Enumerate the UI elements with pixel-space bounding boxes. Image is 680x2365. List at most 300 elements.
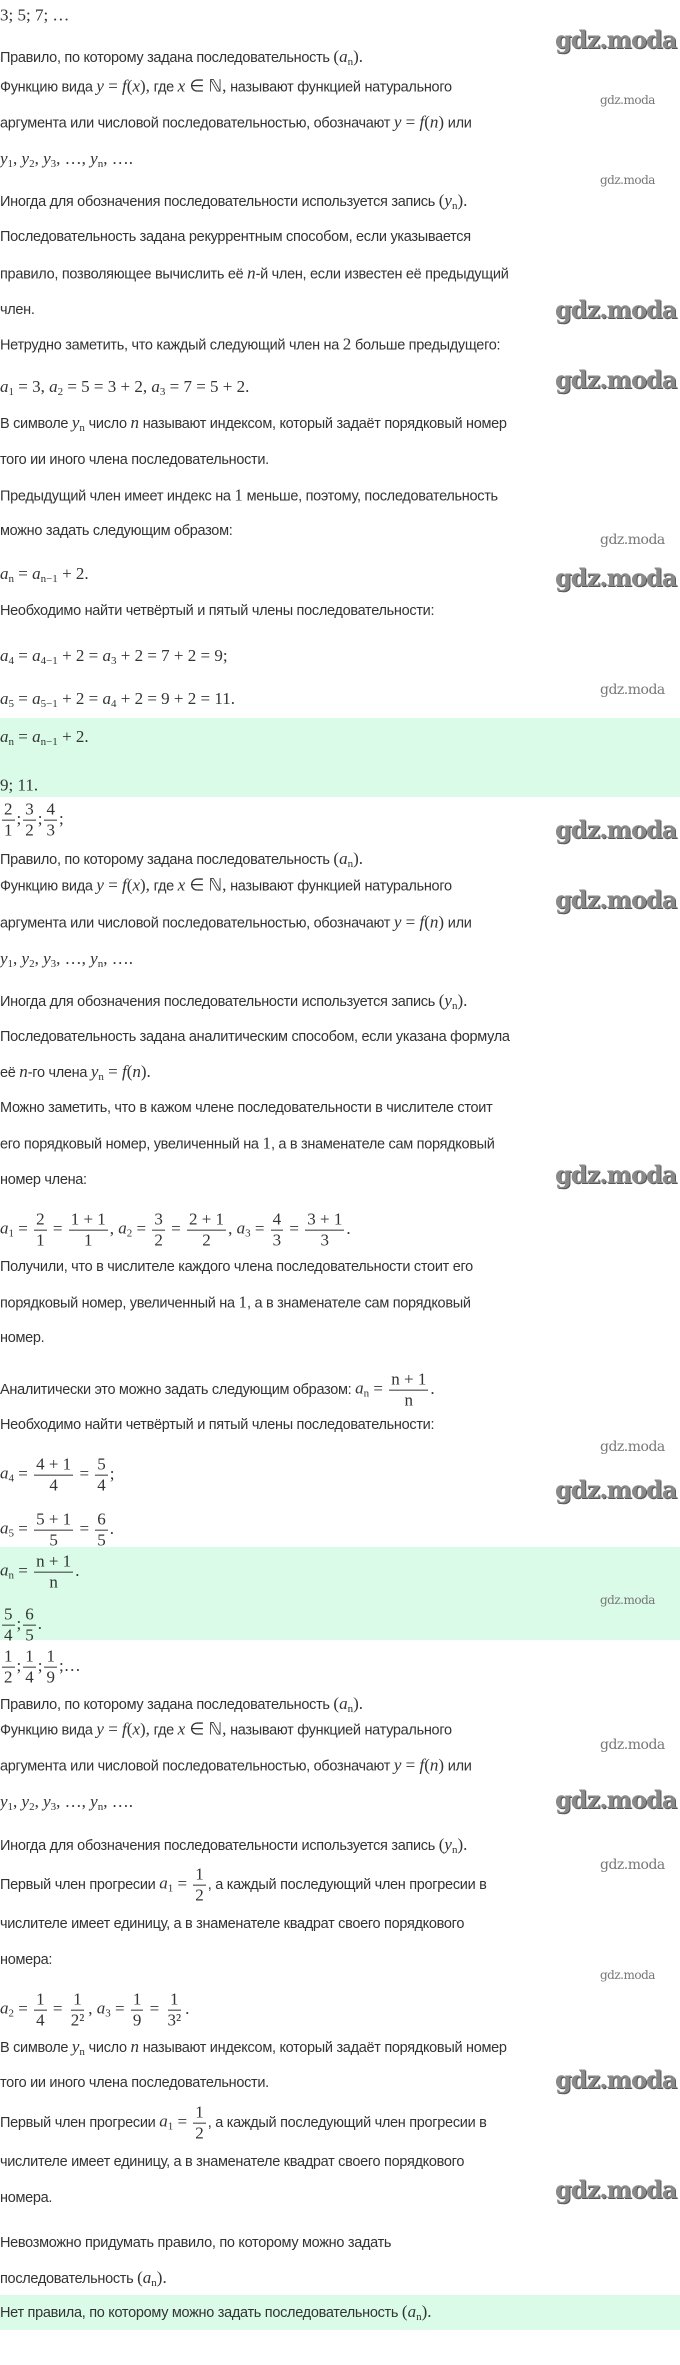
math-segment: ∈ ℕ, [185,1719,227,1739]
text-segment: Нетрудно заметить, что каждый следующий член на [0,337,343,354]
text-line [0,77,452,95]
math-variable [22,1792,35,1811]
fraction-numerator: n + 1 [391,1369,427,1389]
math-segment: = [173,2111,192,2131]
text-segment: Последовательность задана аналитическим способом, если указана формула [0,1028,510,1045]
text-line [0,1293,471,1311]
text-line [0,1418,434,1433]
variable-base: a [407,2302,417,2321]
fraction-denominator: 4 [4,1625,13,1645]
math-segment: , …. [103,1792,133,1811]
variable-base: a [236,1218,246,1238]
math-segment: ( [424,112,430,132]
math-variable [247,263,256,282]
variable-subscript: 1 [7,958,14,970]
variable-base: a [32,646,41,665]
fraction [23,801,36,840]
variable-subscript: 2 [8,2007,14,2020]
text-segment: В символе [0,2040,72,2056]
text-line [0,1836,467,1856]
math-segment: ( [126,1719,133,1739]
math-variable [96,875,104,894]
math-variable [0,689,14,708]
math-variable [49,377,63,396]
text-line [0,1063,151,1083]
variable-base: y [444,1835,452,1854]
text-line [0,1134,495,1152]
math-segment: ) [438,1755,445,1775]
fraction [2,1648,15,1687]
math-variable [0,149,13,168]
text-segment: числителе имеет единицу, а в знаменателе квадрат своего порядкового [0,1915,465,1932]
variable-subscript: 4 [8,1472,14,1485]
watermark-logo: gdz.moda [555,2175,677,2204]
math-segment: ( [126,1062,133,1081]
text-line [0,1371,435,1410]
fraction-numerator: 1 [73,1989,82,2009]
text-segment: где [149,79,178,96]
text-line [0,604,434,619]
variable-subscript: 2 [29,958,35,970]
fraction [193,1866,206,1905]
fraction [152,1211,165,1250]
fraction [34,1456,73,1495]
variable-subscript: n [8,573,14,585]
fraction-numerator: 1 [195,1864,204,1884]
variable-base: y [444,991,452,1010]
text-segment: Предыдущий член имеет индекс на [0,488,235,505]
text-segment: того ии иного члена последовательности. [0,2074,269,2091]
math-variable [130,413,139,432]
fraction [69,1991,87,2030]
variable-base: f [419,912,425,932]
text-segment: аргумента или числовой последовательностью, обозначают [0,1758,394,1775]
text-segment: его порядковый номер, увеличенный на [0,1136,263,1153]
text-segment: -й член, если известен её предыдущий [255,266,509,283]
text-line [0,303,35,318]
math-segment: ( [438,991,445,1010]
variable-base: a [0,1218,9,1238]
variable-base: y [90,149,98,168]
text-segment: где [149,1722,178,1739]
text-line [0,1606,42,1645]
math-segment: , [13,949,22,968]
math-segment: ). [353,1694,364,1713]
variable-base: a [96,1998,106,2018]
math-segment: = [14,689,33,708]
math-variable [237,1219,251,1238]
text-line [0,2269,167,2289]
variable-base: a [0,646,9,665]
math-variable [444,191,457,210]
fraction-denominator: 1 [36,1230,45,1250]
math-segment: ). [156,2268,167,2287]
fraction-numerator: 4 + 1 [36,1454,72,1474]
variable-base: a [32,727,41,746]
math-segment: = [75,1463,94,1483]
fraction-numerator: n + 1 [36,1551,72,1571]
variable-subscript: n [151,2277,157,2289]
math-variable [32,689,58,708]
variable-base: a [32,689,41,708]
variable-base: a [355,1378,364,1398]
math-variable [143,2268,157,2287]
math-variable [32,646,58,665]
variable-base: y [90,1792,98,1811]
math-segment: ( [333,1694,340,1713]
variable-subscript: 2 [57,386,64,398]
math-segment: ( [438,191,445,210]
text-segment: аргумента или числовой последовательностью, обозначают [0,115,394,132]
fraction-numerator: 1 [25,1646,34,1666]
math-segment: = 5 = 3 + 2, [63,377,152,396]
math-variable [90,149,103,168]
variable-base: f [419,1755,425,1775]
text-segment: , а каждый последующий член прогресии в [207,1876,487,1893]
variable-subscript: 3 [50,158,57,170]
variable-subscript: n [8,736,14,748]
math-segment: , …, [56,149,91,168]
math-variable [130,2037,139,2056]
text-segment: , а каждый последующий член прогресии в [207,2114,487,2131]
text-line [0,913,472,931]
math-segment: + 2 = [57,646,103,665]
variable-base: y [43,1792,51,1811]
variable-base: a [0,727,9,746]
variable-subscript: n [347,858,354,870]
math-segment: = [14,1218,33,1238]
math-variable [159,2112,173,2131]
math-variable [0,377,14,396]
text-line [0,1793,133,1813]
fraction-numerator: 1 [46,1646,55,1666]
text-line [0,1260,473,1275]
variable-base: n [130,413,139,432]
fraction-denominator: 2 [195,1885,204,1905]
fraction [389,1371,428,1410]
fraction-numerator: 2 + 1 [188,1209,225,1229]
text-line [0,378,249,398]
watermark-logo: gdz.moda [600,1737,665,1753]
math-segment: 1 [262,1133,271,1153]
text-segment: номера: [0,1951,53,1968]
math-variable [159,1874,173,1893]
variable-subscript: n [8,1569,14,1582]
text-line [0,1720,452,1738]
fraction-denominator: 5 [97,1530,106,1550]
text-line [0,264,509,282]
math-segment: , [13,1792,22,1811]
fraction-numerator: 1 [132,1989,142,2009]
math-variable [19,1062,28,1081]
math-variable [91,1062,104,1081]
watermark-logo: gdz.moda [555,2065,677,2094]
fraction-numerator: 6 [97,1509,106,1529]
text-line [0,192,467,212]
math-variable [408,2302,422,2321]
text-line [0,565,89,585]
variable-base: f [122,1719,127,1739]
text-segment: числителе имеет единицу, а в знаменателе квадрат своего порядкового [0,2153,465,2170]
math-segment: ). [457,191,468,210]
variable-base: a [159,2111,168,2131]
math-segment: ) [438,112,445,132]
text-line [0,453,269,468]
math-segment: ( [424,912,430,932]
variable-subscript: 1 [7,1801,14,1813]
variable-subscript: 3 [245,1227,251,1240]
fraction-numerator: 5 [4,1604,13,1624]
variable-base: y [444,191,452,210]
variable-base: n [130,2037,139,2056]
variable-base: x [132,1719,140,1739]
math-variable [0,949,13,968]
text-line [0,2236,391,2251]
math-segment: , [13,149,22,168]
fraction [193,2104,206,2143]
watermark-logo: gdz.moda [600,532,665,548]
watermark-logo: gdz.moda [600,1857,665,1873]
math-variable [0,1519,14,1538]
text-segment: называют индексом, который задаёт порядковый номер [138,2040,507,2056]
text-line [0,1456,115,1495]
variable-base: y [90,949,98,968]
text-line [0,850,363,870]
variable-base: y [393,112,402,132]
math-variable [43,949,56,968]
math-segment: . [185,1998,190,2018]
math-variable [96,1719,104,1738]
math-variable [0,727,14,746]
variable-base: n [429,912,439,932]
fraction-numerator: 1 [36,1989,45,2009]
math-segment: = [166,1218,185,1238]
math-segment: = [75,1518,94,1538]
variable-subscript: 3 [50,1801,57,1813]
variable-base: y [21,149,30,168]
math-variable [339,1694,353,1713]
math-segment: = [132,1218,151,1238]
math-variable [0,564,14,583]
variable-subscript: n−1 [40,736,58,748]
text-segment: номер. [0,1329,45,1346]
variable-subscript: 1 [8,1227,14,1240]
variable-subscript: n [347,1703,354,1715]
math-segment: = [250,1218,269,1238]
math-segment: ( [424,1755,430,1775]
variable-base: y [21,1792,30,1811]
text-line [0,2076,269,2091]
variable-subscript: 1 [7,158,14,170]
text-segment: Иногда для обозначения последовательности используется запись [0,194,439,210]
fraction [2,801,15,840]
math-segment: = [14,1518,33,1538]
watermark-logo: gdz.moda [600,682,665,698]
text-segment: Последовательность задана рекуррентным способом, если указывается [0,228,471,245]
watermark-logo: gdz.moda [600,173,655,187]
text-line [0,2191,52,2206]
math-segment: ) [438,912,445,932]
math-segment: , …, [56,949,91,968]
math-segment: = [48,1218,67,1238]
text-line [0,2303,431,2323]
variable-base: y [96,76,104,96]
variable-base: a [32,564,41,583]
watermark-logo: gdz.moda [600,1968,655,1982]
text-segment: номер члена: [0,1171,87,1188]
text-line [0,230,471,245]
variable-base: a [49,377,58,396]
variable-base: y [71,413,80,432]
variable-base: a [0,564,9,583]
fraction-denominator: 2 [154,1230,163,1250]
text-segment: Функцию вида [0,79,97,96]
variable-subscript: n [451,1844,458,1856]
math-segment: 1 [238,1292,247,1312]
math-segment: ( [333,47,340,66]
text-segment: Нет правила, по которому можно задать последовательность [0,2305,402,2321]
math-segment: ), [139,875,150,895]
math-segment: , …. [103,149,133,168]
math-segment: 3; 5; 7; … [0,5,70,25]
fraction-denominator: 9 [132,2010,142,2030]
text-line [0,2038,507,2058]
math-segment: 1 [234,485,243,505]
text-line [0,2155,464,2170]
math-segment: = 7 = 5 + 2. [165,377,250,396]
watermark-logo: gdz.moda [555,1475,677,1504]
math-variable [0,1219,14,1238]
variable-base: a [339,849,348,868]
text-segment: -го члена [27,1065,91,1081]
math-segment: = [110,1998,129,2018]
math-segment: , [34,1792,44,1811]
math-segment: = [14,646,33,665]
math-segment: + 2. [57,727,89,746]
math-segment: ; [16,1613,22,1633]
text-segment: Иногда для обозначения последовательности используется запись [0,1838,439,1854]
answer-box-2 [0,1547,680,1640]
math-segment: ; [58,808,64,828]
math-variable [22,949,35,968]
text-line [0,801,64,840]
text-line [0,335,500,353]
math-segment: + 2. [57,564,89,583]
fraction-numerator: 4 [46,799,55,819]
math-segment: ; [37,1655,43,1675]
math-variable [32,727,58,746]
variable-base: y [393,1755,402,1775]
math-segment: ( [438,1835,445,1854]
fraction-denominator: 1 [4,820,13,840]
fraction-numerator: 5 + 1 [36,1509,72,1529]
variable-base: a [102,646,111,665]
text-segment: Необходимо найти четвёртый и пятый члены последовательности: [0,602,435,619]
text-segment: Получили, что в числителе каждого члена последовательности стоит его [0,1258,473,1275]
text-segment: Правило, по которому задана последовательность [0,852,334,868]
math-segment: = [103,1062,122,1081]
math-variable [96,76,104,95]
math-variable [72,413,85,432]
text-segment: или [444,1758,472,1775]
answer-box-1 [0,718,680,797]
math-segment: , [34,149,44,168]
variable-subscript: 3 [159,386,166,398]
math-segment: ; [16,808,22,828]
text-line [0,876,452,894]
text-segment: называют функцией натурального [226,79,452,96]
math-segment: , …, [56,1792,91,1811]
variable-subscript: 3 [111,655,117,667]
variable-subscript: 1 [8,386,14,398]
text-segment: Правило, по которому задана последовательность [0,50,334,66]
text-segment: больше предыдущего: [351,337,501,354]
fraction-denominator: 9 [46,1667,55,1687]
fraction [187,1211,226,1250]
math-segment: = [14,727,33,746]
math-variable [72,2037,85,2056]
watermark-logo: gdz.moda [600,93,655,107]
math-variable [0,646,14,665]
text-segment: Правило, по которому задана последовательность [0,1697,334,1713]
variable-base: y [0,949,8,968]
text-segment: называют функцией натурального [226,878,452,895]
text-segment: Невозможно придумать правило, по которому можно задать [0,2234,392,2251]
math-segment: ). [457,991,468,1010]
text-segment: Необходимо найти четвёртый и пятый члены последовательности: [0,1416,435,1433]
math-segment: ). [353,849,364,868]
text-line [0,1511,114,1550]
watermark-logo: gdz.moda [555,1160,677,1189]
math-segment: = [14,564,33,583]
math-variable [0,1464,14,1483]
fraction-denominator: 4 [49,1475,58,1495]
variable-base: a [0,1463,9,1483]
variable-subscript: n [451,1000,458,1012]
text-line [0,1030,510,1045]
math-segment: ∈ ℕ, [185,875,227,895]
text-segment: номера. [0,2189,53,2206]
variable-subscript: n [79,422,85,434]
math-variable [103,689,117,708]
variable-base: a [142,2268,152,2287]
variable-base: x [177,1719,186,1739]
fraction [34,1511,73,1550]
variable-base: n [132,1062,141,1081]
text-line [0,1866,487,1905]
fraction-denominator: 2² [70,2010,85,2030]
text-segment: можно задать следующим образом: [0,522,233,539]
math-segment: = [103,76,123,96]
math-variable [151,377,165,396]
text-segment: член. [0,301,35,318]
math-segment: + 2 = [57,689,103,708]
math-segment: , …. [103,949,133,968]
text-segment: аргумента или числовой последовательностью, обозначают [0,915,394,932]
fraction-denominator: 2 [202,1230,211,1250]
text-line [0,1917,464,1932]
text-segment: В символе [0,416,72,432]
math-segment: . [430,1378,435,1398]
fraction-denominator: 5 [49,1530,58,1550]
text-segment: или [444,115,472,132]
math-segment: ). [140,1062,151,1081]
math-variable [90,1792,103,1811]
fraction-numerator: 2 [4,799,13,819]
text-segment: меньше, поэтому, последовательность [242,488,498,505]
math-segment: ;… [58,1655,81,1675]
math-segment: = [401,112,420,132]
